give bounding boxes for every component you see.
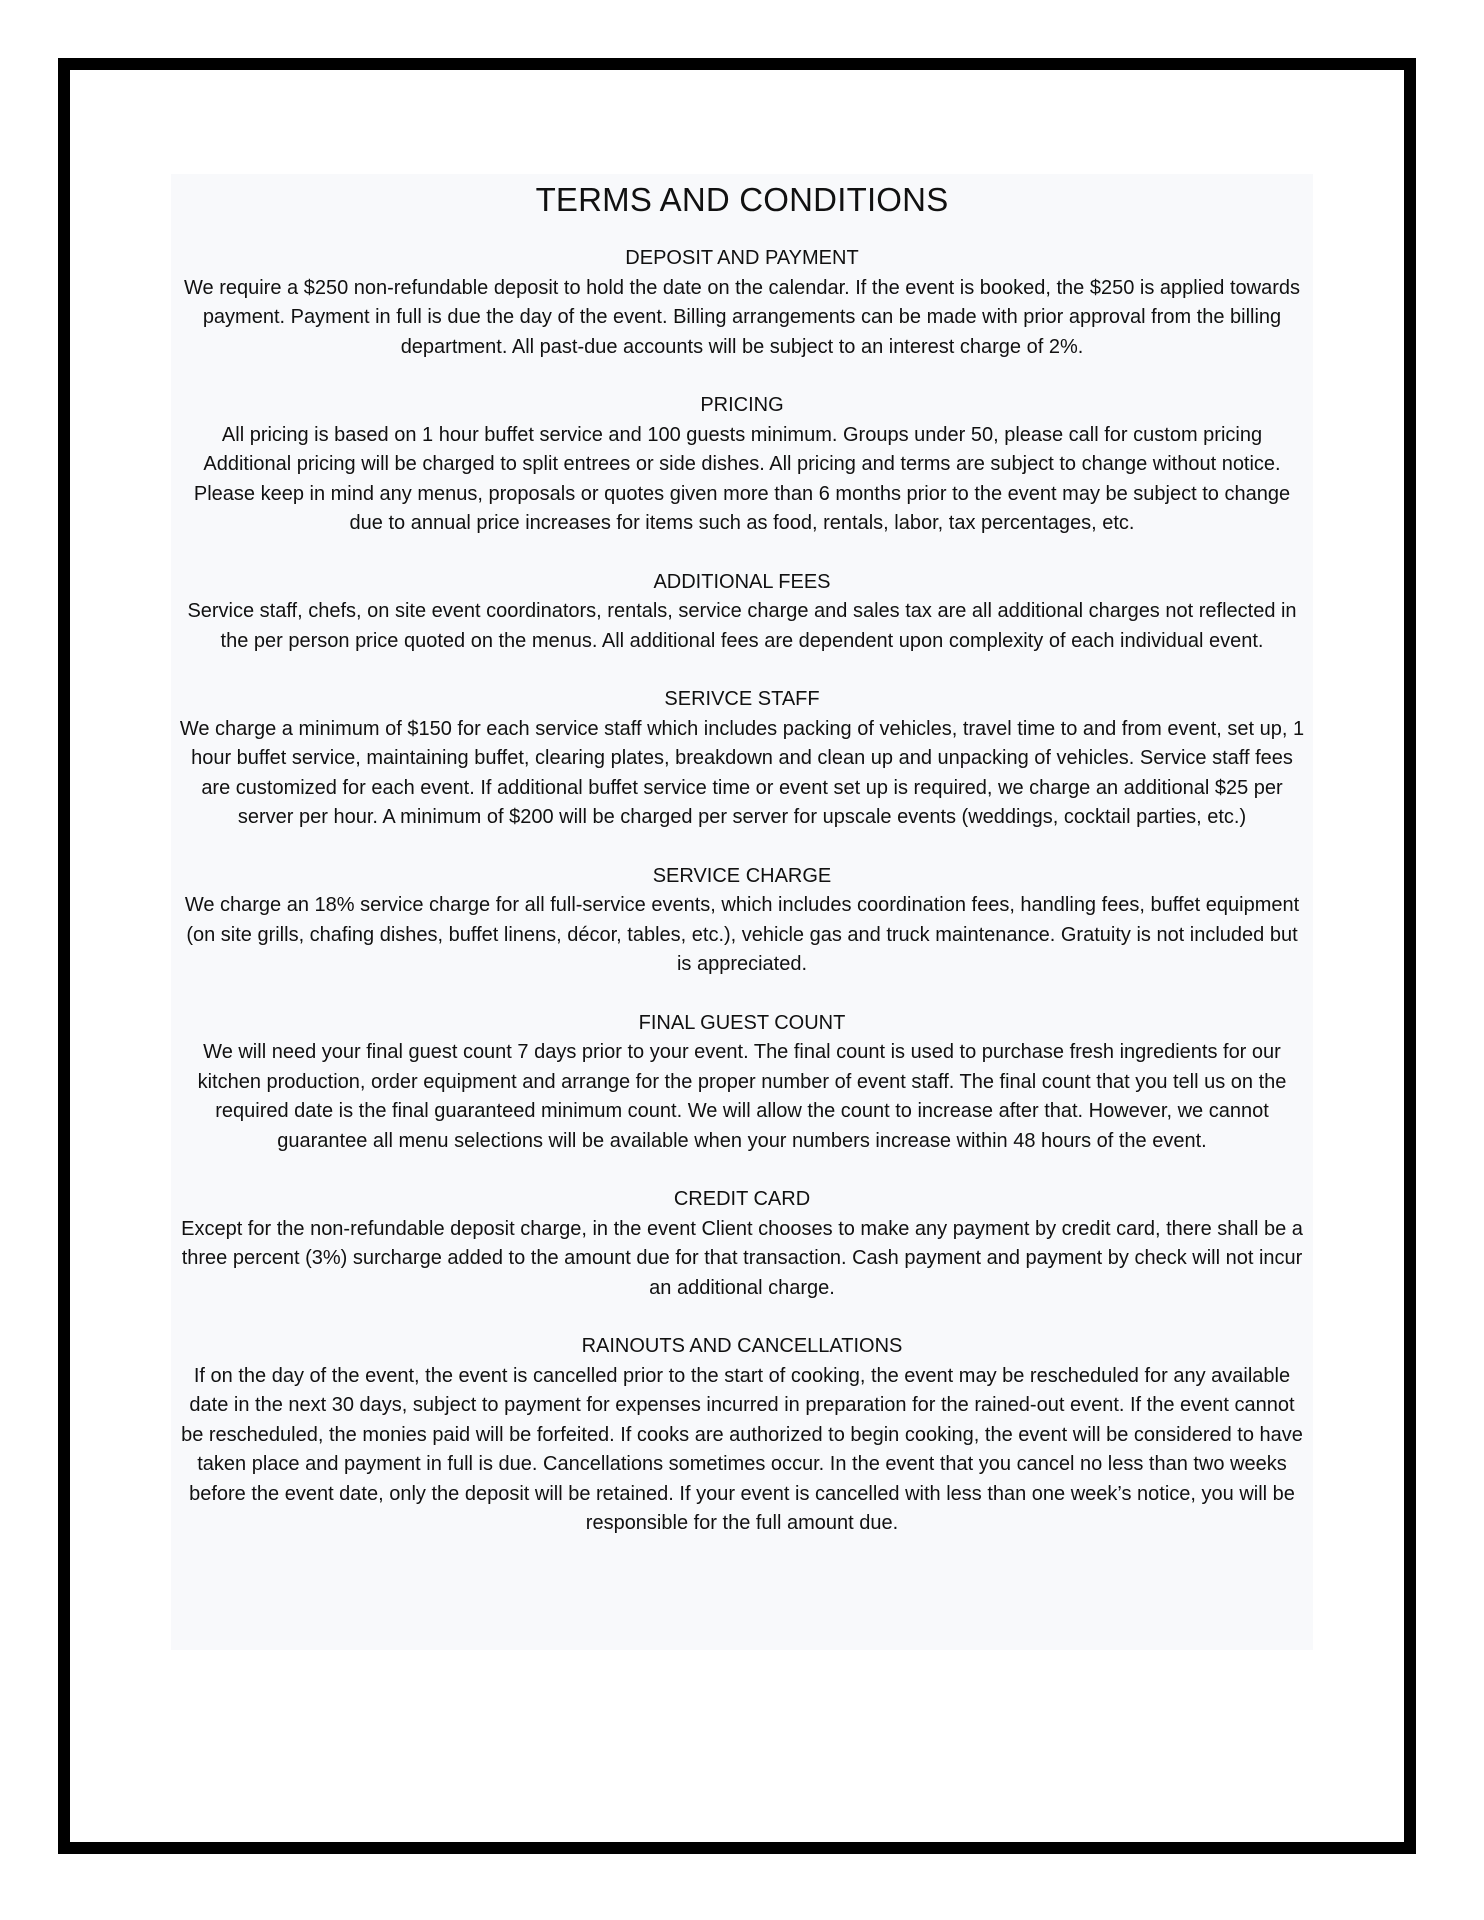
section-heading: RAINOUTS AND CANCELLATIONS: [581, 1335, 903, 1357]
section-body: If on the day of the event, the event is cancelled prior to the start of cooking, the event may be rescheduled for any available date in the next 30 days, subject to payment for expenses incurred in preparation for the rained-out event. If the event cannot be rescheduled, the monies paid will be forfeited. If cooks are authorized to begin cooking, the event will be considered to have taken place and payment in full is due. Cancellations sometimes occur. In the event that you cancel no less than two weeks before the event date, only the deposit will be retained. If your event is cancelled with less than one week’s notice, you will be responsible for the full amount due.: [181, 1364, 1303, 1534]
section-body: Service staff, chefs, on site event coordinators, rentals, service charge and sales tax are all additional charges not reflected in the per person price quoted on the menus. All additional fees are dependent upon complexity of each individual event.: [187, 600, 1297, 652]
section-service-staff: [171, 685, 1313, 833]
section-heading: SERVICE CHARGE: [652, 864, 832, 887]
section-additional-fees: [171, 568, 1313, 657]
section-body: Except for the non-refundable deposit charge, in the event Client chooses to make any payment by credit card, there shall be a three percent (3%) surcharge added to the amount due for that transaction. Cash payment and payment by check will not incur an additional charge.: [181, 1217, 1303, 1299]
section-pricing: [171, 391, 1313, 539]
section-body: All pricing is based on 1 hour buffet service and 100 guests minimum. Groups under 50, please call for custom pricing Additional pricing will be charged to split entrees or side dishes. All pricing and terms are subject to change without notice. Please keep in mind any menus, proposals or quotes given more than 6 months prior to the event may be subject to change due to annual price increases for items such as food, rentals, labor, tax percentages, etc.: [193, 423, 1291, 534]
terms-content: [171, 174, 1313, 1650]
section-body: We require a $250 non-refundable deposit to hold the date on the calendar. If the event is booked, the $250 is applied towards payment. Payment in full is due the day of the event. Billing arrangements can be made with prior approval from the billing department. All past-due accounts will be subject to an interest charge of 2%.: [184, 276, 1300, 358]
section-heading: ADDITIONAL FEES: [653, 570, 831, 593]
section-body: We will need your final guest count 7 days prior to your event. The final count is used to purchase fresh ingredients for our kitchen production, order equipment and arrange for the proper number of event staff. The final count that you tell us on the required date is the final guaranteed minimum count. We will allow the count to increase after that. However, we cannot guarantee all menu selections will be available when your numbers increase within 48 hours of the event.: [197, 1041, 1287, 1152]
section-heading: SERIVCE STAFF: [664, 688, 820, 710]
section-service-charge: [171, 862, 1313, 980]
section-rainouts-and-cancellations: [171, 1332, 1313, 1539]
section-heading: DEPOSIT AND PAYMENT: [625, 247, 859, 269]
section-heading: FINAL GUEST COUNT: [638, 1011, 846, 1034]
section-body: We charge an 18% service charge for all full-service events, which includes coordination fees, handling fees, buffet equipment (on site grills, chafing dishes, buffet linens, décor, tables, etc.), vehicle gas and truck maintenance. Gratuity is not included but is appreciated.: [184, 894, 1300, 975]
page-title: TERMS AND CONDITIONS: [535, 181, 949, 218]
section-heading: CREDIT CARD: [673, 1188, 811, 1210]
section-final-guest-count: [171, 1009, 1313, 1157]
section-heading: PRICING: [700, 394, 784, 416]
section-body: We charge a minimum of $150 for each service staff which includes packing of vehicles, travel time to and from event, set up, 1 hour buffet service, maintaining buffet, clearing plates, breakdown and clean up and unpacking of vehicles. Service staff fees are customized for each event. If additional buffet service time or event set up is required, we charge an additional $25 per server per hour. A minimum of $200 will be charged per server for upscale events (weddings, cocktail parties, etc.): [179, 717, 1305, 828]
section-deposit-and-payment: [171, 244, 1313, 362]
section-credit-card: [171, 1185, 1313, 1303]
